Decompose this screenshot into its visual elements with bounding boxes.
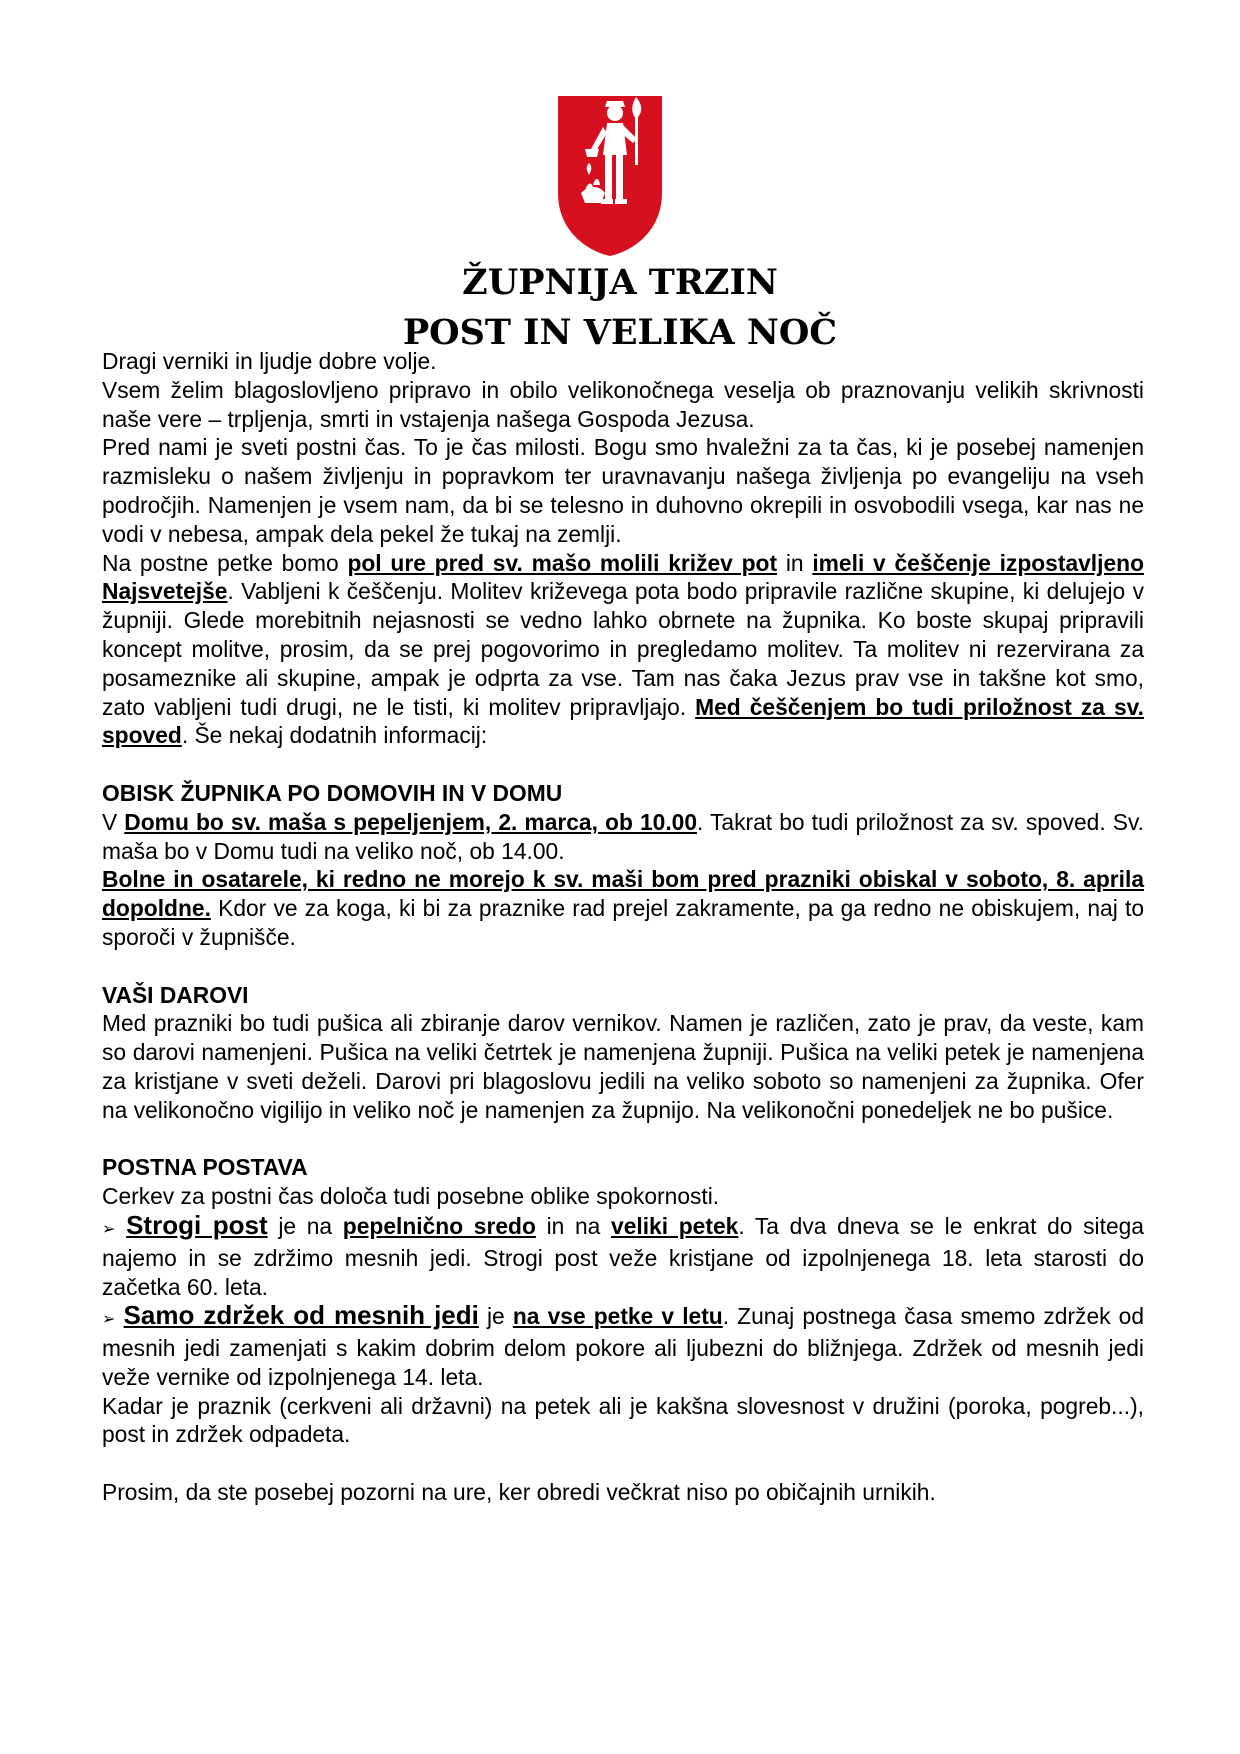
paragraph-lent: Pred nami je sveti postni čas. To je čas milosti. Bogu smo hvaležni za ta čas, ki je posebej namenjen razmisleku o našem življenju in popravkom ter uravnavanju našega življenja po evangeliju na vseh področjih. Namenjen je vsem nam, da bi se telesno in duhovno okrepili in osvobodili vsega, kar nas ne vodi v nebesa, ampak dela pekel že tukaj na zemlji. — [102, 434, 1144, 547]
emphasis-abstinence: Samo zdržek od mesnih jedi — [123, 1300, 479, 1331]
page-subtitle: POST IN VELIKA NOČ — [402, 312, 838, 353]
heading-visits: OBISK ŽUPNIKA PO DOMOVIH IN V DOMU — [102, 779, 563, 806]
paragraph-wishes: Vsem želim blagoslovljeno pripravo in obilo velikonočnega veselja ob praznovanju velikih skrivnosti naše vere – trpljenja, smrti in vstajenja našega Gospoda Jezusa. — [102, 376, 1144, 432]
emphasis-home-mass: Domu bo sv. maša s pepeljenjem, 2. marca, ob 10.00 — [124, 808, 698, 835]
parish-crest-icon — [555, 93, 665, 258]
letter-body — [102, 347, 1144, 1507]
closing-note: Prosim, da ste posebej pozorni na ure, ker obredi večkrat niso po običajnih urnikih. — [102, 1479, 936, 1506]
paragraph-fasting-intro: Cerkev za postni čas določa tudi posebne oblike spokornosti. — [102, 1183, 720, 1210]
paragraph-sick-visits: Bolne in osatarele, ki redno ne morejo k sv. maši bom pred prazniki obiskal v soboto, 8. aprila dopoldne. Kdor ve za koga, ki bi za praznike rad prejel zakramente, pa ga redno ne obiskujem, naj to sporoči v župnišče. — [102, 866, 1144, 950]
title-block — [102, 258, 1138, 358]
emphasis-all-fridays: na vse petke v letu — [512, 1303, 723, 1330]
paragraph-fridays: Na postne petke bomo pol ure pred sv. mašo molili križev pot in imeli v češčenje izpostavljeno Najsvetejše. Vabljeni k češčenju. Molitev križevega pota bodo pripravile različne skupine, ki delujejo v župniji. Glede morebitnih nejasnosti se vedno lahko obrnete na župnika. Ko boste skupaj pripravili koncept molitve, prosim, da se prej pogovorimo in pregledamo molitev. Ta molitev ni rezervirana za posameznike ali skupine, ampak je odprta za vse. Tam nas čaka Jezus prav vse in takšne kot smo, zato vabljeni tudi drugi, ne le tisti, ki molitev pripravljajo. Med češčenjem bo tudi priložnost za sv. spoved. Še nekaj dodatnih informacij: — [102, 549, 1144, 749]
emphasis-good-friday: veliki petek — [611, 1212, 739, 1239]
paragraph-exceptions: Kadar je praznik (cerkveni ali državni) na petek ali je kakšna slovesnost v družini (poroka, pogreb...), post in zdržek odpadeta. — [102, 1392, 1144, 1448]
greeting: Dragi verniki in ljudje dobre volje. — [102, 348, 437, 374]
emphasis-ash-wednesday: pepelnično sredo — [342, 1212, 536, 1239]
heading-fasting: POSTNA POSTAVA — [102, 1154, 308, 1181]
page-title: ŽUPNIJA TRZIN — [462, 262, 778, 303]
heading-gifts: VAŠI DAROVI — [102, 981, 249, 1008]
list-item-strict-fast: ➢ Strogi post je na pepelnično sredo in na veliki petek. Ta dva dneva se le enkrat do sitega najemo in se zdržimo mesnih jedi. Strogi post veže kristjane od izpolnjenega 18. leta starosti do začetka 60. leta. — [102, 1209, 1144, 1300]
arrow-bullet-icon: ➢ — [102, 1309, 116, 1329]
list-item-abstinence: ➢ Samo zdržek od mesnih jedi je na vse petke v letu. Zunaj postnega časa smemo zdržek od mesnih jedi zamenjati s kakim dobrim delom pokore ali ljubezni do bližnjega. Zdržek od mesnih jedi veže vernike od izpolnjenega 14. leta. — [102, 1300, 1144, 1390]
paragraph-home-mass: V Domu bo sv. maša s pepeljenjem, 2. marca, ob 10.00. Takrat bo tudi priložnost za sv. spoved. Sv. maša bo v Domu tudi na veliko noč, ob 14.00. — [102, 808, 1144, 864]
emphasis-confession: Med češčenjem bo tudi priložnost za sv. spoved — [102, 693, 1144, 749]
arrow-bullet-icon: ➢ — [102, 1218, 116, 1238]
emphasis-strict-fast: Strogi post — [126, 1209, 268, 1240]
emphasis-sick-visits: Bolne in osatarele, ki redno ne morejo k sv. maši bom pred prazniki obiskal v soboto, 8. aprila dopoldne. — [102, 866, 1144, 922]
paragraph-gifts: Med prazniki bo tudi pušica ali zbiranje darov vernikov. Namen je različen, zato je prav, da veste, kam so darovi namenjeni. Pušica na veliki četrtek je namenjena župniji. Pušica na veliki petek je namenjena za kristjane v sveti deželi. Darovi pri blagoslovu jedili na veliko soboto so namenjeni za župnika. Ofer na velikonočno vigilijo in veliko noč je namenjen za župnijo. Na velikonočni ponedeljek ne bo pušice. — [102, 1010, 1144, 1123]
emphasis-adoration: imeli v češčenje izpostavljeno Najsvetejše — [102, 549, 1144, 605]
emphasis-way-of-cross: pol ure pred sv. mašo molili križev pot — [347, 549, 778, 576]
